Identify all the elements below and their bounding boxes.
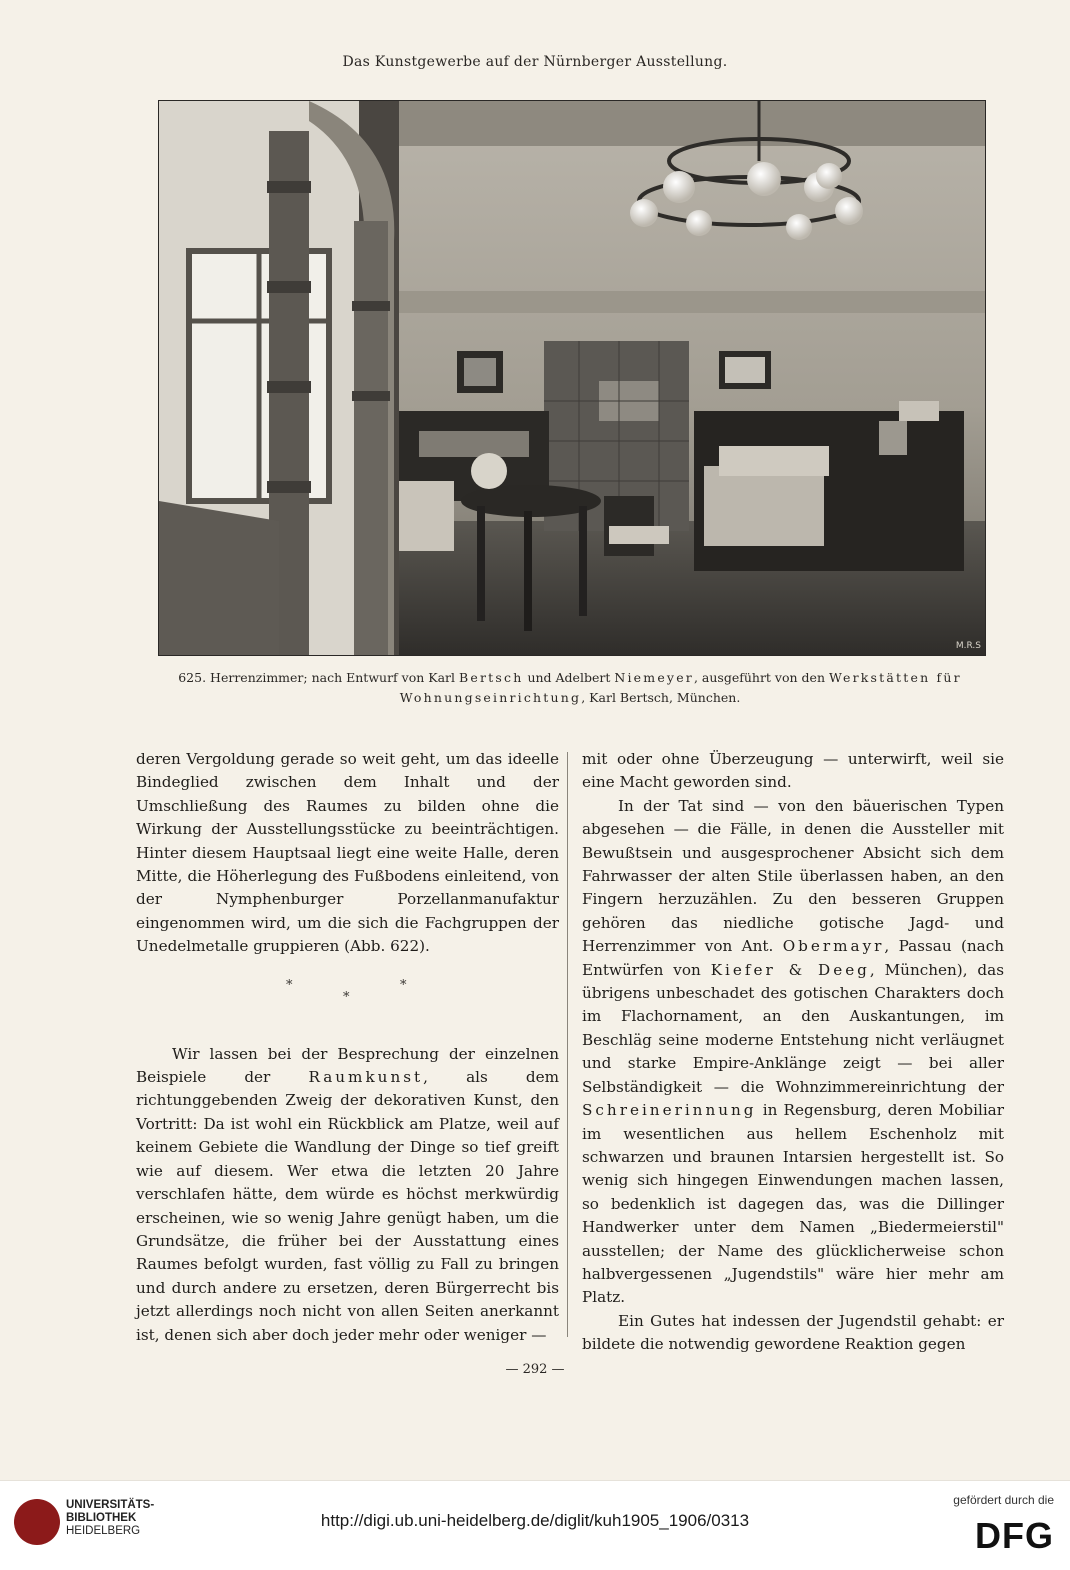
left-paragraph-1: deren Vergoldung gerade so weit geht, um das ideelle Bindeglied zwischen dem Inhalt und der Umschließung des Raumes zu bilden ohne die Wirkung der Ausstellungsstücke zu beeinträchtigen. Hinter diesem Hauptsaal liegt eine weite Halle, deren Mitte, die Höherlegung des Fußbodens einleitend, von der Nymphenburger Porzellanmanufaktur eingenommen wird, um die sich die Fachgruppen der Unedelmetalle gruppieren (Abb. 622).	[136, 750, 559, 956]
caption-text-1: Herrenzimmer; nach Entwurf von Karl	[210, 670, 456, 685]
running-head: Das Kunstgewerbe auf der Nürnberger Ausstellung.	[342, 54, 728, 70]
institution-line-3: HEIDELBERG	[66, 1525, 141, 1537]
column-divider	[567, 752, 568, 1337]
dfg-logo: DFG	[975, 1515, 1054, 1556]
asterisk-3: *	[400, 977, 407, 993]
interior-photograph	[158, 100, 986, 656]
left-paragraph-2	[136, 1043, 559, 1347]
caption-text-2: und Adelbert	[527, 670, 611, 685]
right-paragraph-3: Ein Gutes hat indessen der Jugendstil gehabt: er bildete die notwendig gewordene Reaktion gegen	[582, 1311, 1004, 1354]
caption-text-4: , Karl Bertsch, München.	[581, 690, 741, 705]
asterisk-2: *	[343, 989, 350, 1005]
permalink-url[interactable]: http://digi.ub.uni-heidelberg.de/diglit/kuh1905_1906/0313	[320, 1511, 750, 1530]
name-obermayr: Obermayr	[782, 937, 885, 956]
section-asterism	[136, 977, 559, 1013]
photo-monogram: M.R.S	[955, 641, 981, 651]
right-paragraph-1: mit oder ohne Überzeugung — unterwirft, weil sie eine Macht geworden sind.	[582, 750, 1004, 792]
caption-designer-1: Bertsch	[459, 670, 524, 685]
right-paragraph-2-a: In der Tat sind — von den bäuerischen Typen abgesehen — die Fälle, in denen die Aussteller mit Bewußtsein und ausgesprochener Absicht sich dem Fahrwasser der alten Stile überlassen haben, an den Fingern herzuzählen. Zu den besseren Gruppen gehören das niedliche gotische Jagd- und Herrenzimmer von Ant.	[582, 796, 1004, 956]
right-paragraph-2-b: , Passau (nach Entwürfen von	[582, 937, 1005, 979]
caption-maker-1: Werkstätten für	[828, 670, 962, 685]
left-paragraph-2-b: , als dem richtunggebenden Zweig der dekorativen Kunst, den Vortritt: Da ist wohl ein Rückblick am Platze, weil auf keinem Gebiete die Wandlung der Dinge so tief greift wie auf diesem. Wer etwa die letzten 20 Jahre verschlafen hätte, dem würde es höchst merkwürdig erscheinen, wie so wenig Jahre genügt haben, um die Grundsätze, die früher bei der Ausstattung eines Raumes befolgt wurden, fast völlig zu Fall zu bringen und durch andere zu ersetzen, deren Bürgerrecht bis jetzt allerdings noch nicht von allen Seiten anerkannt ist, denen sich aber doch jeder mehr oder weniger —	[136, 1068, 560, 1344]
page-number: — 292 —	[505, 1362, 565, 1377]
name-schreinerinnung: Schreinerinnung	[582, 1101, 757, 1120]
institution-line-1: UNIVERSITÄTS-	[66, 1499, 155, 1511]
right-paragraph-2	[582, 795, 1004, 1310]
funding-note: gefördert durch die	[953, 1493, 1054, 1507]
name-kiefer-deeg: Kiefer & Deeg	[710, 960, 870, 979]
caption-designer-2: Niemeyer	[614, 670, 694, 685]
right-paragraph-2-d: in Regensburg, deren Mobiliar im wesentlichen aus hellem Eschenholz mit schwarzen und braunen Intarsien hergestellt ist. So wenig sich hingegen Einwendungen machen lassen, so bedenklich ist dagegen das, was die Dillinger Handwerker unter dem Namen „Biedermeierstil" ausstellen; der Name des glücklicherweise schon halbvergessenen „Jugendstils" wäre hier mehr am Platz.	[582, 1101, 1004, 1307]
asterisk-1: *	[286, 977, 293, 993]
figure-caption	[135, 668, 1005, 708]
left-paragraph-2-a: Wir lassen bei der Besprechung der einzelnen Beispiele der	[136, 1044, 559, 1087]
right-column	[582, 748, 1004, 1357]
caption-text-3: , ausgeführt von den	[693, 670, 825, 685]
institution-line-2: BIBLIOTHEK	[66, 1512, 137, 1524]
term-raumkunst: Raumkunst	[308, 1068, 424, 1087]
right-paragraph-2-c: , München), das übrigens unbeschadet des gotischen Charakters doch im Flachornament, an den Auskantungen, im Beschläg seine moderne Entstehung nicht verläugnet und starke Empire-Anklänge zeigt — bei aller Selbständigkeit — die Wohnzimmereinrichtung der	[582, 960, 1004, 1096]
caption-maker-2: Wohnungseinrichtung	[399, 690, 582, 705]
caption-number: 625.	[178, 670, 207, 685]
left-column	[136, 748, 559, 1347]
digitization-footer	[0, 1480, 1070, 1570]
